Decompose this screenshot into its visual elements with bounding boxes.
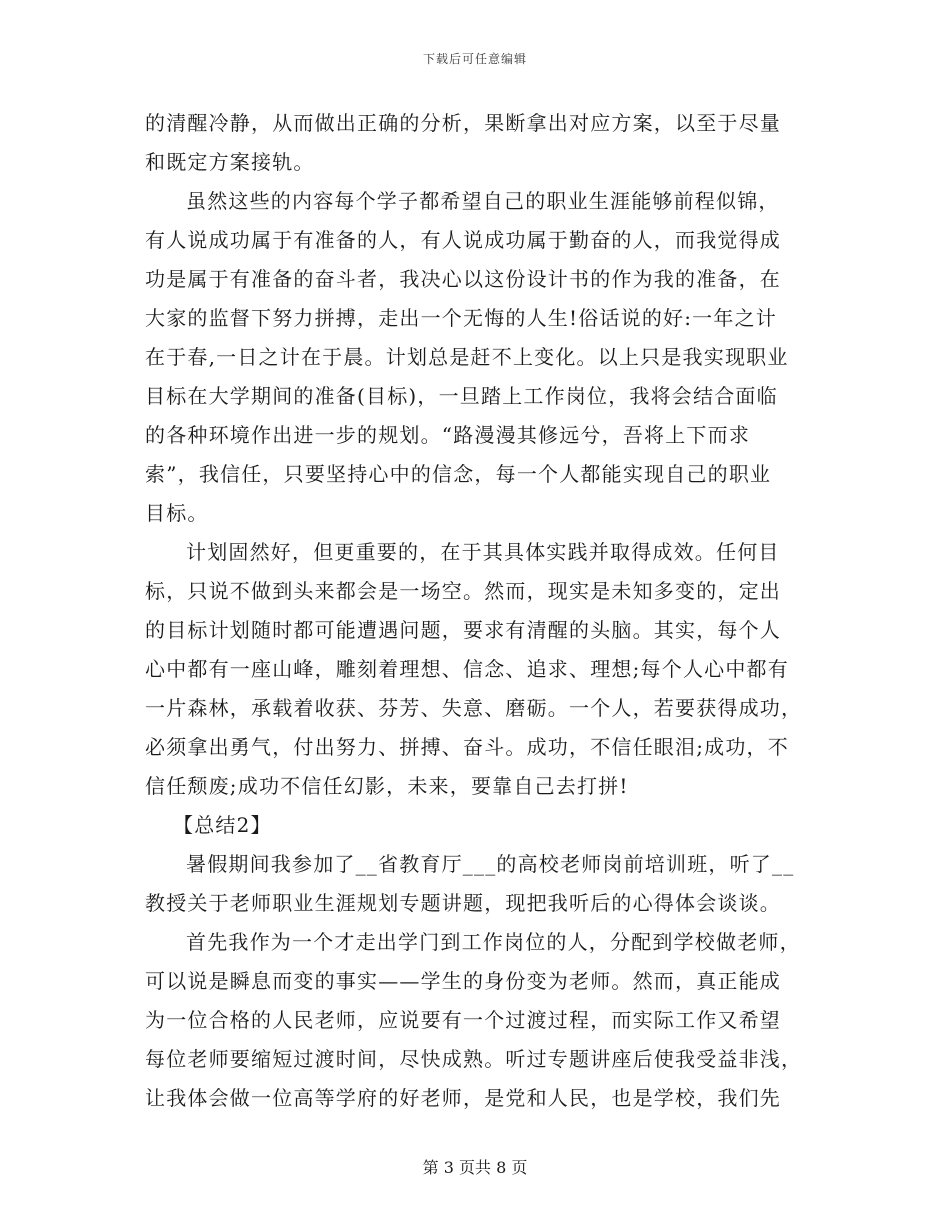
paragraph — [145, 806, 807, 845]
text-line: 的各种环境作出进一步的规划。“路漫漫其修远兮，吾将上下而求 — [145, 423, 751, 447]
page-footer: 第 3 页共 8 页 — [422, 1158, 528, 1177]
text-line: 每位老师要缩短过渡时间，尽快成熟。听过专题讲座后使我受益非浅， — [145, 1047, 803, 1071]
text-line: 的目标计划随时都可能遭遇问题，要求有清醒的头脑。其实，每个人 — [145, 618, 781, 642]
text-line: 心中都有一座山峰，雕刻着理想、信念、追求、理想;每个人心中都有 — [145, 657, 789, 681]
text-line: 一片森林，承载着收获、芬芳、失意、磨砺。一个人，若要获得成功， — [145, 696, 803, 720]
text-line: 虽然这些的内容每个学子都希望自己的职业生涯能够前程似锦， — [186, 189, 780, 213]
text-line: 让我体会做一位高等学府的好老师，是党和人民，也是学校，我们先 — [145, 1086, 781, 1110]
paragraph — [145, 533, 807, 806]
paragraph — [145, 923, 807, 1118]
text-line: 在于春,一日之计在于晨。计划总是赶不上变化。以上只是我实现职业 — [145, 345, 789, 369]
document-body — [145, 104, 807, 1118]
text-line: 的清醒冷静，从而做出正确的分析，果断拿出对应方案，以至于尽量 — [145, 111, 781, 135]
text-line: 首先我作为一个才走出学门到工作岗位的人，分配到学校做老师， — [186, 930, 801, 954]
text-line: 计划固然好，但更重要的，在于其具体实践并取得成效。任何目 — [186, 540, 780, 564]
text-line: 标，只说不做到头来都会是一场空。然而，现实是未知多变的，定出 — [145, 579, 781, 603]
text-line: 目标在大学期间的准备(目标)，一旦踏上工作岗位，我将会结合面临 — [145, 384, 778, 408]
text-line: 教授关于老师职业生涯规划专题讲题，现把我听后的心得体会谈谈。 — [145, 891, 781, 915]
text-line: 为一位合格的人民老师，应说要有一个过渡过程，而实际工作又希望 — [145, 1008, 781, 1032]
text-line: 和既定方案接轨。 — [145, 150, 315, 174]
text-line: 必须拿出勇气，付出努力、拼搏、奋斗。成功，不信任眼泪;成功，不 — [145, 735, 789, 759]
text-line: 暑假期间我参加了__省教育厅___的高校老师岗前培训班，听了__ — [186, 852, 795, 876]
text-line: 信任颓废;成功不信任幻影，未来，要靠自己去打拼! — [145, 774, 629, 798]
paragraph — [145, 104, 807, 182]
text-line: 索”，我信任，只要坚持心中的信念，每一个人都能实现自己的职业 — [145, 462, 772, 486]
paragraph — [145, 182, 807, 533]
text-line: 有人说成功属于有准备的人，有人说成功属于勤奋的人，而我觉得成 — [145, 228, 781, 252]
text-line: 大家的监督下努力拼搏，走出一个无悔的人生!俗话说的好:一年之计 — [145, 306, 777, 330]
page-header: 下载后可任意编辑 — [422, 52, 527, 66]
text-line: 目标。 — [145, 501, 209, 525]
section-heading: 【总结2】 — [173, 813, 272, 837]
paragraph — [145, 845, 807, 923]
text-line: 可以说是瞬息而变的事实——学生的身份变为老师。然而，真正能成 — [145, 969, 781, 993]
text-line: 功是属于有准备的奋斗者，我决心以这份设计书的作为我的准备，在 — [145, 267, 781, 291]
